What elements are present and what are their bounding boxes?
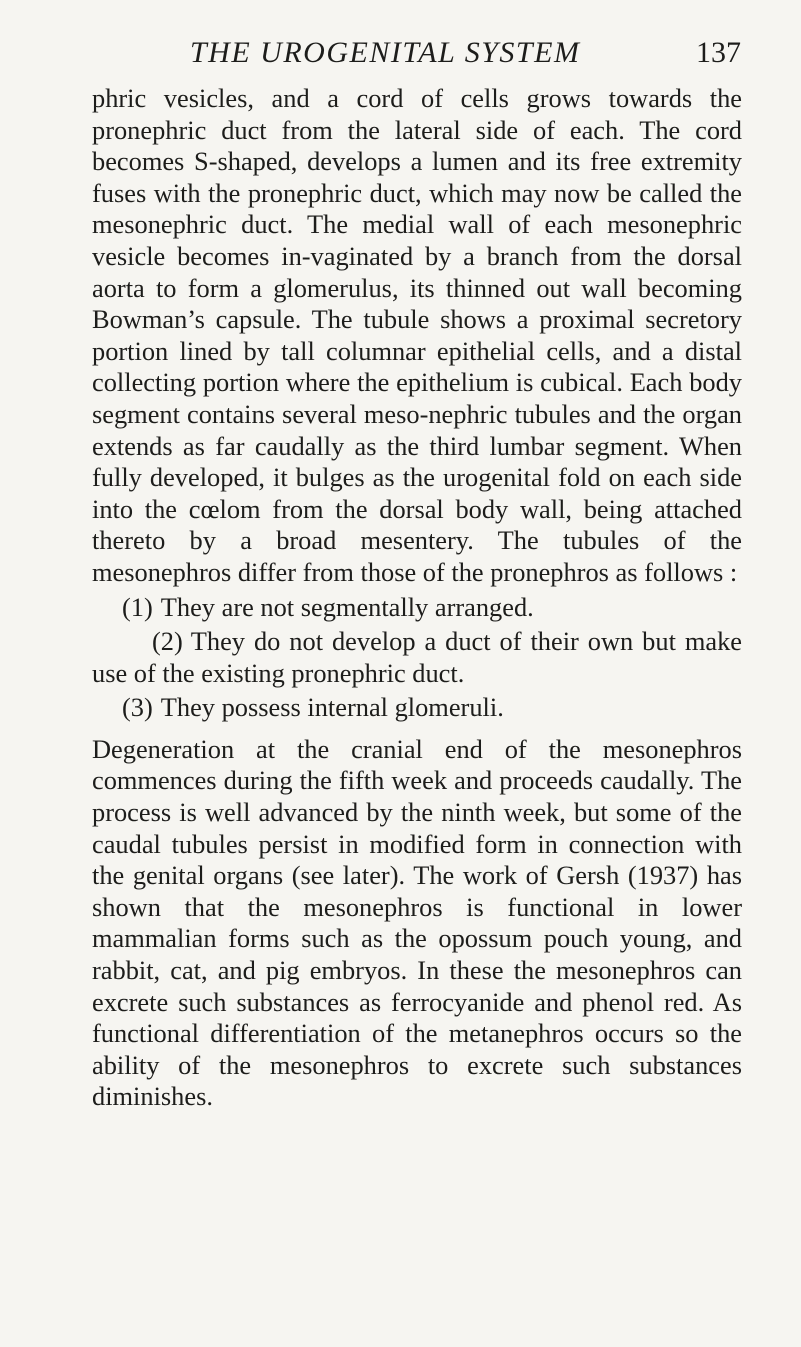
list-number: (2) (152, 626, 183, 657)
running-title: THE UROGENITAL SYSTEM (190, 36, 581, 69)
list-item-1 (92, 592, 742, 624)
running-head (0, 36, 801, 76)
paragraph-degeneration: Degeneration at the cranial end of the mesonephros commences during the fifth week and proceeds caudally. The process is well advanced by the ninth week, but some of the caudal tubules persist in modified form in connection with the genital organs (see later). The work of Gersh (1937) has shown that the mesonephros is functional in lower mammalian forms such as the opossum pouch young, and rabbit, cat, and pig embryos. In these the mesonephros can excrete such substances as ferrocyanide and phenol red. As functional differentiation of the metanephros occurs so the ability of the mesonephros to excrete such substances diminishes. (92, 733, 742, 1112)
list-number: (3) (122, 692, 153, 723)
list-item-2 (92, 626, 742, 689)
list-text: They possess internal glomeruli. (160, 692, 504, 723)
list-text: They do not develop a duct of their own but make use of the existing pronephric duct. (92, 626, 742, 688)
body-text (92, 83, 742, 1113)
list-text: They are not segmentally arranged. (160, 591, 534, 622)
list-item-3 (92, 692, 742, 724)
list-number: (1) (122, 591, 153, 622)
paragraph-mesonephric-development: phric vesicles, and a cord of cells grows towards the pronephric duct from the lateral side of each. The cord becomes S-shaped, develops a lumen and its free extremity fuses with the pronephric duct, which may now be called the mesonephric duct. The medial wall of each mesonephric vesicle becomes in-vaginated by a branch from the dorsal aorta to form a glomerulus, its thinned out wall becoming Bowman’s capsule. The tubule shows a proximal secretory portion lined by tall columnar epithelial cells, and a distal collecting portion where the epithelium is cubical. Each body segment contains several meso-nephric tubules and the organ extends as far caudally as the third lumbar segment. When fully developed, it bulges as the urogenital fold on each side into the cœlom from the dorsal body wall, being attached thereto by a broad mesentery. The tubules of the mesonephros differ from those of the pronephros as follows : (92, 83, 742, 587)
page-number: 137 (696, 36, 741, 69)
